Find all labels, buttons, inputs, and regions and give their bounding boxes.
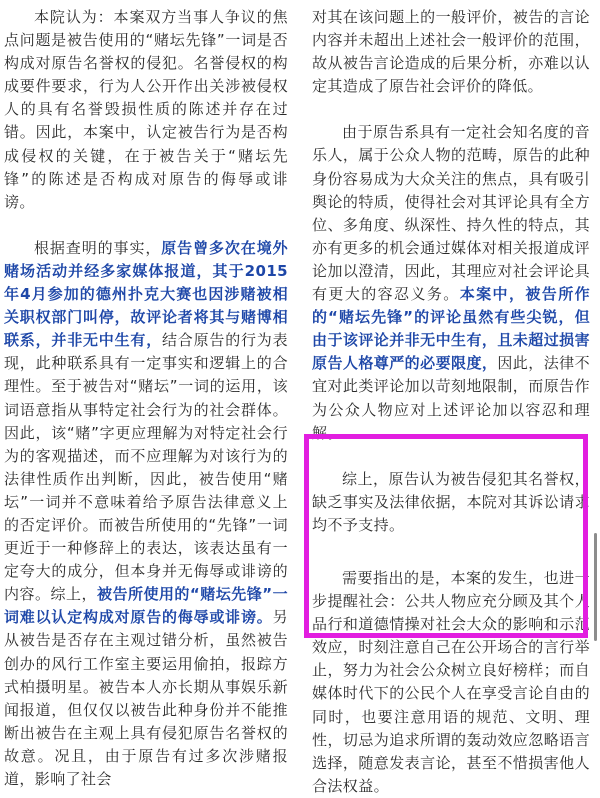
- text-segment: 由于原告系具有一定社会知名度的音乐人，属于公众人物的范畴，原告的此种身份容易成为大众关注的焦点，具有吸引舆论的特质，使得社会对其评论具有全方位、多角度、纵深性、持久性的特点，其亦有更多的机会通过媒体对相关报道成评论加以澄清，因此，其理应对社会评论具有更大的容忍义务。: [312, 123, 590, 304]
- text-segment: 对其在该问题上的一般评价，被告的言论内容并未超出上述社会一般评价的范围，故从被告言论造成的后果分析，亦难以认定其造成了原告社会评价的降低。: [312, 8, 590, 96]
- text-segment: 根据查明的事实，: [34, 238, 162, 257]
- paragraph-gap: [4, 214, 288, 237]
- left-text-column: [4, 6, 288, 791]
- highlighted-text: 本案中，被告所作的“赌坛先锋”的评论虽然有些尖锐，但由于该评论并非无中生有，且未超过损害原告人格尊严的必要限度，: [312, 285, 591, 373]
- text-segment: 综上，原告认为被告侵犯其名誉权，缺乏事实及法律依据，本院对其诉讼请求均不予支持。: [312, 469, 590, 534]
- paragraph-court-opinion: [4, 6, 288, 214]
- paragraph-facts-analysis: [4, 237, 288, 791]
- paragraph-public-figure: [312, 121, 590, 444]
- paragraph-gap: [312, 98, 590, 121]
- scrollbar[interactable]: [594, 533, 597, 641]
- text-segment: 结合原告的行为表现，此种联系具有一定事实和逻辑上的合理性。至于被告对“赌坛”一词的运用，该词语意指从事特定社会行为的社会群体。因此，该“赌”字更应理解为对特定社会行为的客观描述，而不应理解为对该行为的法律性质作出判断，因此，被告使用“赌坛”一词并不意味着给予原告法律意义上的否定评价。而被告所使用的“先锋”一词更近于一种修辞上的表达，该表达虽有一定夸大的成分，但本身并无侮辱或诽谤的内容。综上，: [4, 331, 288, 604]
- highlight-callout-box: [304, 434, 588, 638]
- right-text-column: [312, 6, 590, 798]
- text-segment: 另从被告是否存在主观过错分析，虽然被告创办的风行工作室主要运用偷拍，报踪方式柏摄明星。被告本人亦长期从事娱乐新闻报道，但仅仅以被告此种身份并不能推断出被告在主观上具有侵犯原告名誉权的故意。况且，由于原告有过多次涉赌报道，影响了社会: [4, 608, 288, 788]
- text-segment: 本院认为：本案双方当事人争议的焦点问题是被告使用的“赌坛先锋”一词是否构成对原告名誉权的侵犯。名誉侵权的构成要件要求，行为人公开作出关涉被侵权人的具有名誉毁损性质的陈述并存在过错。因此，本案中，认定被告行为是否构成侵权的关键，在于被告关于“赌坛先锋”的陈述是否构成对原告的侮辱或诽谤。: [4, 8, 288, 211]
- highlighted-text: 原告曾多次在境外赌场活动并经多家媒体报道，其于2015年4月参加的德州扑克大赛也因涉赌被相关职权部门叫停，故评论者将其与赌博相联系，并非无中生有，: [4, 238, 289, 350]
- paragraph-continuation: [312, 6, 590, 98]
- text-segment: 需要指出的是，本案的发生，也进一步提醒社会：公共人物应充分顾及其个人品行和道德情操对社会大众的影响和示范效应，时刻注意自己在公开场合的言行举止，努力为社会公众树立良好榜样；而自媒体时代下的公民个人在享受言论自由的同时，也要注意用语的规范、文明、理性，切忌为追求所谓的轰动效应忽略语言选择，随意发表言论，甚至不惜损害他人合法权益。: [312, 568, 590, 795]
- highlighted-text: 被告所使用的“赌坛先锋”一词难以认定构成对原告的侮辱或诽谤。: [4, 585, 289, 627]
- text-segment: 因此，法律不宜对此类评论加以苛刻地限制，而原告作为公众人物应对上述评论加以容忍和理解。: [312, 354, 590, 442]
